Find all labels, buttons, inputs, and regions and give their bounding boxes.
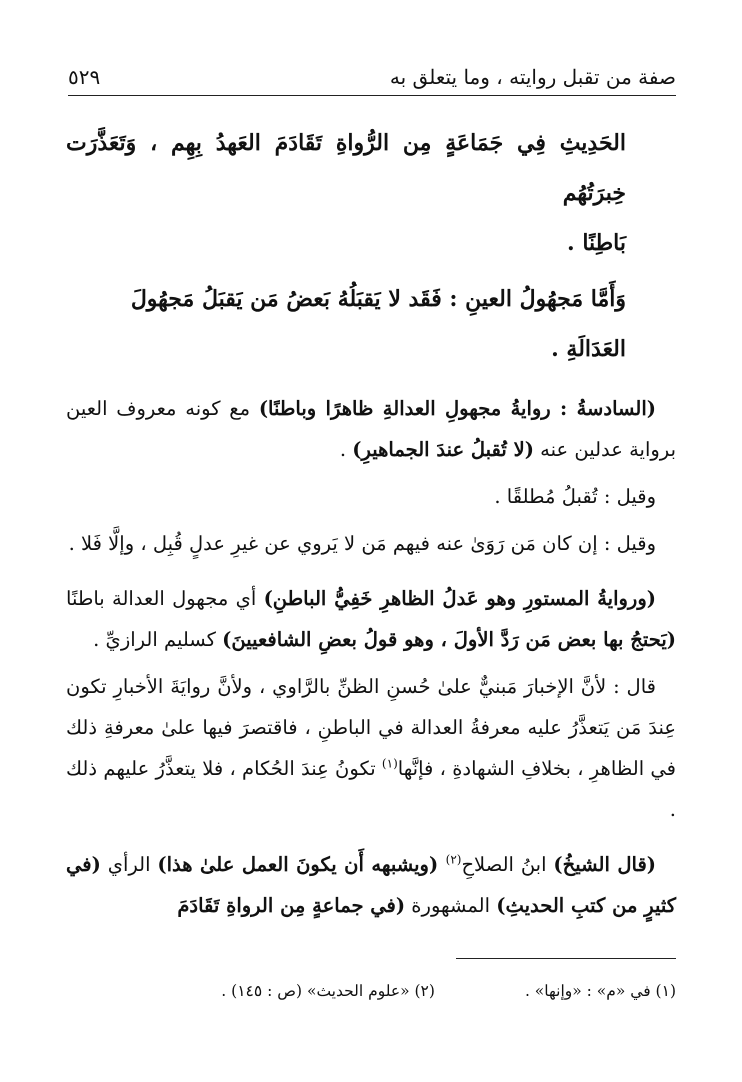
body-text [66, 118, 676, 926]
footnotes [66, 982, 676, 1000]
paragraph-qila-1: وقيل : تُقبلُ مُطلقًا . [494, 485, 656, 508]
paragraph-shaykh [66, 844, 676, 926]
shaykh-name: ابنُ الصلاحِ [461, 853, 554, 876]
page-header [68, 62, 676, 96]
footnote-divider [456, 958, 676, 959]
qala-text-2: تكونُ عِندَ الحُكام ، فلا يتعذَّرُ عليهم ذلك . [66, 757, 676, 821]
shaykh-heading: (قال الشيخُ) [553, 853, 657, 876]
shaykh-text-2: الرأي [100, 853, 158, 876]
shaykh-quote-3: (في جماعةٍ مِن الرواةِ تَقَادَمَ [177, 894, 406, 917]
footnote-2: (٢) «علوم الحديث» (ص : ١٤٥) . [221, 982, 435, 1000]
matn-line-3: وَأَمَّا مَجهُولُ العينِ : فَقَد لا يَقبَلُهُ بَعضُ مَن يَقبَلُ مَجهُولَ [130, 286, 626, 312]
matn-line-2: بَاطِنًا . [567, 230, 626, 256]
footnote-1: (١) في «م» : «وإنها» . [524, 982, 676, 1000]
sixth-ruling: (لا تُقبلُ عندَ الجماهيرِ) [352, 438, 534, 461]
sixth-end: . [339, 438, 353, 461]
sixth-text: مع كونه معروف العين برواية عدلين عنه [66, 397, 676, 461]
page-number: ٥٢٩ [68, 65, 101, 89]
mastur-ruling: (يَحتجُ بها بعض مَن رَدَّ الأولَ ، وهو قولُ بعضِ الشافعيينَ) [222, 628, 676, 651]
paragraph-sixth [66, 388, 676, 470]
paragraph-qila-2: وقيل : إن كان مَن رَوَىٰ عنه فيهم مَن لا يَروي عن غيرِ عدلٍ قُبِل ، وإلَّا فَلا . [68, 532, 656, 555]
paragraph-mastur [66, 578, 676, 660]
sixth-heading: (السادسةُ : روايةُ مجهولِ العدالةِ ظاهرًا وباطنًا) [258, 397, 656, 420]
matn-line-4: العَدَالَةِ . [551, 336, 626, 362]
footnote-ref-2[interactable]: (٢) [445, 852, 462, 867]
running-head: صفة من تقبل روايته ، وما يتعلق به [389, 65, 676, 89]
matn-passage [66, 118, 676, 268]
mastur-heading: (وروايةُ المستورِ وهو عَدلُ الظاهرِ خَفِيُّ الباطنِ) [263, 587, 656, 610]
paragraph-qala [66, 666, 676, 830]
shaykh-text-3: المشهورة [405, 894, 497, 917]
shaykh-quote-2: (في كثيرٍ من كتبِ الحديثِ) [66, 853, 676, 917]
matn-line-1: الحَدِيثِ فِي جَمَاعَةٍ مِن الرُّواةِ تَقَادَمَ العَهدُ بِهِم ، وَتَعَذَّرَت خِبرَتُهُم [66, 130, 626, 206]
shaykh-quote-1: (ويشبهه أَن يكونَ العمل علىٰ هذا) [157, 853, 446, 876]
qala-text-1: قال : لأنَّ الإخبارَ مَبنيٌّ علىٰ حُسنِ الظنِّ بالرَّاوي ، ولأنَّ روايَةَ الأخبارِ تكون عِندَ مَن يَتعذَّرُ عليه معرفةُ العدالة في الباطنِ ، فاقتصرَ فيها علىٰ معرفةِ ذلك في الظاهرِ ، بخلافِ الشهادةِ ، فإنَّها [66, 675, 676, 780]
mastur-end: كسليم الرازيِّ . [93, 628, 223, 651]
footnote-ref-1[interactable]: (١) [381, 756, 398, 771]
mastur-text: أي مجهول العدالة باطنًا [66, 587, 264, 610]
matn-passage-majhul-ayn [66, 274, 676, 374]
